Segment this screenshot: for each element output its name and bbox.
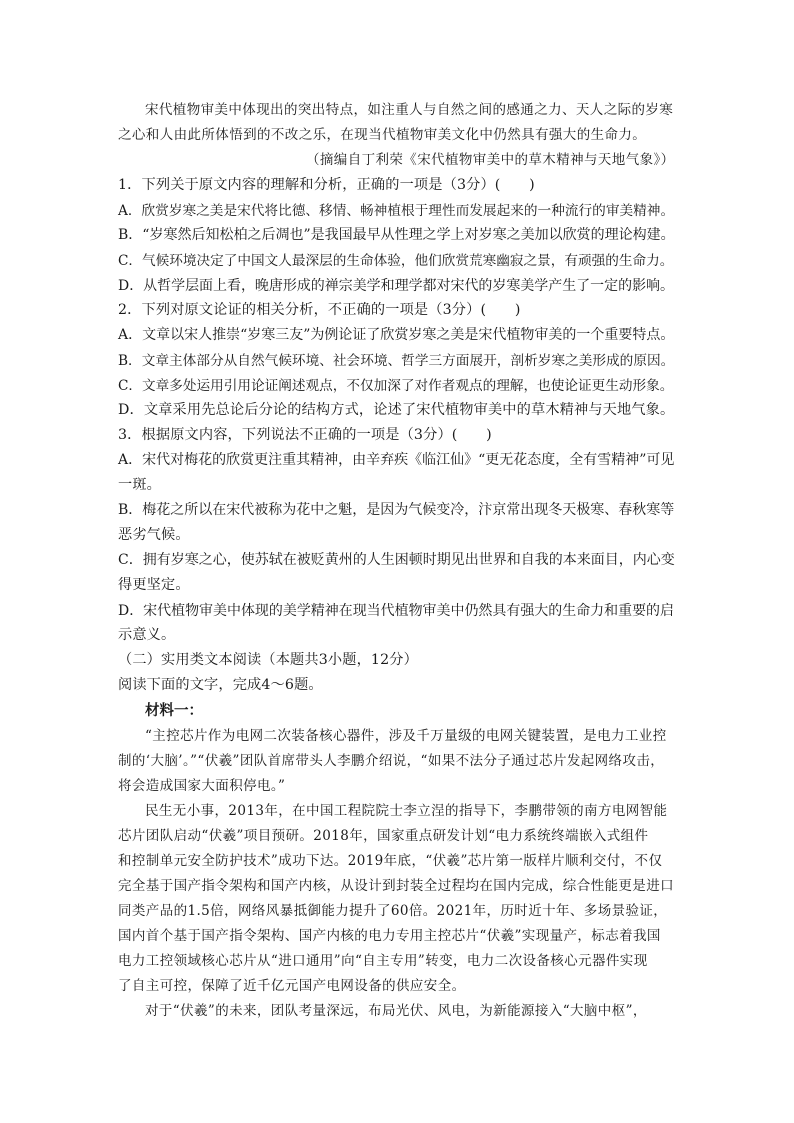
passage-line-1: 宋代植物审美中体现出的突出特点，如注重人与自然之间的感通之力、天人之际的岁寒 [145, 102, 674, 118]
question-3-option-c-cont: 得更坚定。 [118, 577, 190, 593]
material-1-line: 同类产品的1.5倍，网络风暴抵御能力提升了60倍。2021年，历时近十年、多场景验证， [118, 903, 668, 919]
material-1-label: 材料一： [145, 703, 203, 719]
material-1-line: 芯片团队启动“伏羲”项目预研。2018年，国家重点研发计划“电力系统终端嵌入式组件 [118, 828, 649, 844]
question-2-option-a: A．文章以宋人推崇“岁寒三友”为例论证了欣赏岁寒之美是宋代植物审美的一个重要特点。 [118, 327, 675, 343]
question-2-stem: 2．下列对原文论证的相关分析，不正确的一项是（3分）( ) [118, 302, 521, 318]
question-2-option-d: D．文章采用先总论后分论的结构方式，论述了宋代植物审美中的草木精神与天地气象。 [118, 402, 675, 418]
material-1-line: 完全基于国产指令架构和国产内核，从设计到封装全过程均在国内完成，综合性能更是进口 [118, 878, 674, 894]
question-3-stem: 3．根据原文内容，下列说法不正确的一项是（3分）( ) [118, 427, 492, 443]
passage-line-2: 之心和人由此所体悟到的不改之乐，在现当代植物审美文化中仍然具有强大的生命力。 [118, 127, 647, 143]
section-2-title: （二）实用类文本阅读（本题共3小题，12分） [118, 652, 418, 668]
question-1-option-b: B．“岁寒然后知松柏之后凋也”是我国最早从性理之学上对岁寒之美加以欣赏的理论构建。 [118, 227, 675, 243]
question-3-option-b: B．梅花之所以在宋代被称为花中之魁，是因为气候变冷，汴京常出现冬天极寒、春秋寒等 [118, 502, 675, 518]
question-3-option-d-cont: 示意义。 [118, 627, 176, 643]
question-2-option-b: B．文章主体部分从自然气候环境、社会环境、哲学三方面展开，剖析岁寒之美形成的原因。 [118, 353, 675, 369]
question-1-option-a: A．欣赏岁寒之美是宋代将比德、移情、畅神植根于理性而发展起来的一种流行的审美精神。 [118, 203, 675, 219]
question-1-option-d: D．从哲学层面上看，晚唐形成的禅宗美学和理学都对宋代的岁寒美学产生了一定的影响。 [118, 278, 674, 294]
material-1-line: 和控制单元安全防护技术”成功下达。2019年底，“伏羲”芯片第一版样片顺利交付，不仅 [118, 853, 663, 869]
question-2-option-c: C．文章多处运用引用论证阐述观点，不仅加深了对作者观点的理解，也使论证更生动形象。 [118, 378, 674, 394]
material-1-line: “主控芯片作为电网二次装备核心器件，涉及千万量级的电网关键装置，是电力工业控 [145, 728, 667, 744]
question-3-option-d: D．宋代植物审美中体现的美学精神在现当代植物审美中仍然具有强大的生命力和重要的启 [118, 603, 674, 619]
passage-source: （摘编自丁利荣《宋代植物审美中的草木精神与天地气象》） [306, 152, 675, 168]
material-1-line: 国内首个基于国产指令架构、国产内核的电力专用主控芯片“伏羲”实现量产，标志着我国 [118, 928, 661, 944]
material-1-line: 了自主可控，保障了近千亿元国产电网设备的供应安全。 [118, 978, 466, 994]
section-2-instruction: 阅读下面的文字，完成4～6题。 [118, 677, 323, 693]
question-1-stem: 1．下列关于原文内容的理解和分析，正确的一项是（3分）( ) [118, 177, 535, 193]
material-1-line: 电力工控领域核心芯片从“进口通用”向“自主专用”转变，电力二次设备核心元器件实现 [118, 953, 648, 969]
material-1-line: 将会造成国家大面积停电。” [118, 778, 286, 794]
question-3-option-c: C．拥有岁寒之心，使苏轼在被贬黄州的人生困顿时期见出世界和自我的本来面目，内心变 [118, 552, 675, 568]
question-3-option-a-cont: 一斑。 [118, 477, 162, 493]
material-1-line: 制的‘大脑’。”“伏羲”团队首席带头人李鹏介绍说，“如果不法分子通过芯片发起网络攻击， [118, 753, 665, 769]
question-3-option-b-cont: 恶劣气候。 [118, 527, 190, 543]
question-1-option-c: C．气候环境决定了中国文人最深层的生命体验，他们欣赏荒寒幽寂之景，有顽强的生命力。 [118, 253, 674, 269]
question-3-option-a: A．宋代对梅花的欣赏更注重其精神，由辛弃疾《临江仙》“更无花态度，全有雪精神”可见 [118, 452, 675, 468]
material-1-line: 民生无小事，2013年，在中国工程院院士李立浧的指导下，李鹏带领的南方电网智能 [145, 803, 668, 819]
material-1-line: 对于“伏羲”的未来，团队考量深远，布局光伏、风电，为新能源接入“大脑中枢”， [145, 1003, 647, 1019]
